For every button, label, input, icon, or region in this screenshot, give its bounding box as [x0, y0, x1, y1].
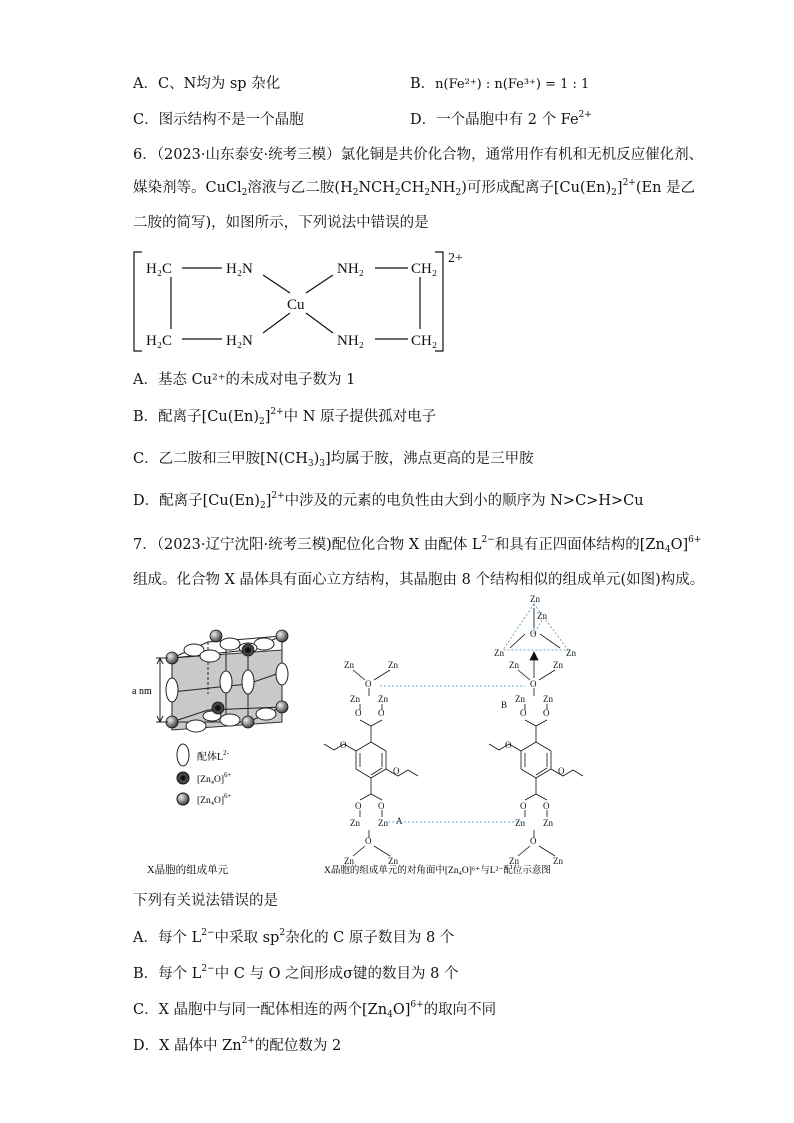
svg-text:Zn: Zn: [378, 694, 388, 704]
nh2-top: NH₂: [337, 261, 364, 277]
q5-option-a: A．C、N均为 sp 杂化: [133, 76, 281, 92]
svg-text:O: O: [393, 766, 400, 776]
legend-zn4o-dark: $[Zn_4O]^{6+}$: [197, 771, 232, 785]
svg-text:Zn: Zn: [388, 856, 398, 866]
svg-text:O: O: [505, 740, 512, 750]
cu-en-complex-figure: [130, 247, 475, 357]
svg-text:O: O: [378, 708, 385, 718]
unit-cell-figure: [130, 622, 310, 882]
q6-stem-line2: 媒染剂等。CuCl$_2$溶液与乙二胺$(H_2NCH_2CH_2NH_2)$可形成配离子$[Cu(En)_2]^{2+}(En$ 是乙: [133, 178, 696, 198]
svg-text:Zn: Zn: [537, 611, 547, 621]
q7-ask: 下列有关说法错误的是: [133, 893, 278, 909]
coordination-scheme-figure: [320, 592, 610, 882]
svg-text:O: O: [520, 708, 527, 718]
svg-text:Zn: Zn: [344, 660, 354, 670]
svg-text:Zn: Zn: [388, 660, 398, 670]
ch2-bottom: CH₂: [411, 333, 438, 349]
svg-text:O: O: [520, 801, 527, 811]
svg-text:Zn: Zn: [530, 594, 540, 604]
svg-text:O: O: [530, 836, 537, 846]
svg-text:Zn: Zn: [509, 856, 519, 866]
right-figure-caption: X晶胞的组成单元的对角面中[Zn₄O]⁶⁺与L²⁻配位示意图: [324, 866, 551, 876]
left-figure-caption: X晶胞的组成单元: [147, 865, 229, 876]
q7-option-c: C．X 晶胞中与同一配体相连的两个$[Zn_4O]^{6+}$的取向不同: [133, 1000, 497, 1020]
svg-text:Zn: Zn: [378, 818, 388, 828]
svg-text:O: O: [378, 801, 385, 811]
svg-text:Zn: Zn: [515, 818, 525, 828]
q6-option-d: D．配离子$[Cu(En)_2]^{2+}$中涉及的元素的电负性由大到小的顺序为 N>C>H>Cu: [133, 491, 644, 511]
q7-option-a: A．每个 $L^{2-}$中采取 $sp^2$杂化的 C 原子数目为 8 个: [133, 928, 455, 946]
svg-text:O: O: [558, 766, 565, 776]
h2n-bottom: H₂N: [226, 333, 253, 349]
q7-stem-line1: 7．（2023·辽宁沈阳·统考三模)配位化合物 X 由配体 $L^{2-}$和具有正四面体结构的$[Zn_4O]^{6+}$: [133, 535, 702, 555]
h2n-top: H₂N: [226, 261, 253, 277]
svg-text:Zn: Zn: [494, 648, 504, 658]
svg-text:Zn: Zn: [566, 648, 576, 658]
q7-option-b: B．每个 $L^{2-}$中 C 与 O 之间形成σ键的数目为 8 个: [133, 964, 459, 982]
svg-text:Zn: Zn: [350, 694, 360, 704]
h2c-bottom: H₂C: [146, 333, 173, 349]
h2c-top: H₂C: [146, 261, 173, 277]
q6-stem-line3: 二胺的简写)，如图所示，下列说法中错误的是: [133, 215, 429, 231]
svg-text:Zn: Zn: [350, 818, 360, 828]
svg-text:O: O: [365, 679, 372, 689]
label-a: A: [396, 816, 403, 826]
svg-text:O: O: [340, 740, 347, 750]
svg-text:Zn: Zn: [543, 818, 553, 828]
ch2-top: CH₂: [411, 261, 438, 277]
nh2-bottom: NH₂: [337, 333, 364, 349]
q5-option-d: D．一个晶胞中有 2 个 $Fe^{2+}$: [410, 110, 592, 128]
q6-option-a: A．基态 Cu²⁺的未成对电子数为 1: [133, 372, 356, 388]
cu-atom: Cu: [287, 297, 305, 313]
q5-option-c: C．图示结构不是一个晶胞: [133, 112, 304, 128]
svg-text:Zn: Zn: [553, 856, 563, 866]
q6-option-c: C．乙二胺和三甲胺$[N(CH_3)_3]$均属于胺，沸点更高的是三甲胺: [133, 451, 534, 469]
svg-text:O: O: [365, 836, 372, 846]
svg-text:O: O: [530, 629, 537, 639]
svg-text:O: O: [543, 801, 550, 811]
legend-ligand: 配体$L^{2-}$: [197, 749, 229, 763]
svg-text:O: O: [355, 801, 362, 811]
svg-text:Zn: Zn: [543, 694, 553, 704]
q7-option-d: D．X 晶体中 $Zn^{2+}$的配位数为 2: [133, 1036, 342, 1054]
q7-stem-line2: 组成。化合物 X 晶体具有面心立方结构，其晶胞由 8 个结构相似的组成单元(如图)构成。: [133, 572, 705, 588]
svg-text:Zn: Zn: [509, 660, 519, 670]
q6-stem-line1: 6．（2023·山东泰安·统考三模）氯化铜是共价化合物，通常用作有机和无机反应催化剂、: [133, 147, 704, 163]
a-nm-label: a nm: [132, 686, 152, 697]
svg-text:Zn: Zn: [344, 856, 354, 866]
svg-text:Zn: Zn: [515, 694, 525, 704]
legend-zn4o-light: $[Zn_4O]^{6+}$: [197, 792, 232, 806]
svg-text:Zn: Zn: [553, 660, 563, 670]
label-b: B: [501, 700, 508, 710]
svg-text:O: O: [530, 679, 537, 689]
q5-option-b: B．n(Fe²⁺) : n(Fe³⁺) = 1 : 1: [410, 76, 590, 92]
svg-text:O: O: [543, 708, 550, 718]
complex-charge: 2+: [448, 251, 463, 266]
q6-option-b: B．配离子$[Cu(En)_2]^{2+}$中 N 原子提供孤对电子: [133, 407, 437, 427]
svg-text:O: O: [355, 708, 362, 718]
